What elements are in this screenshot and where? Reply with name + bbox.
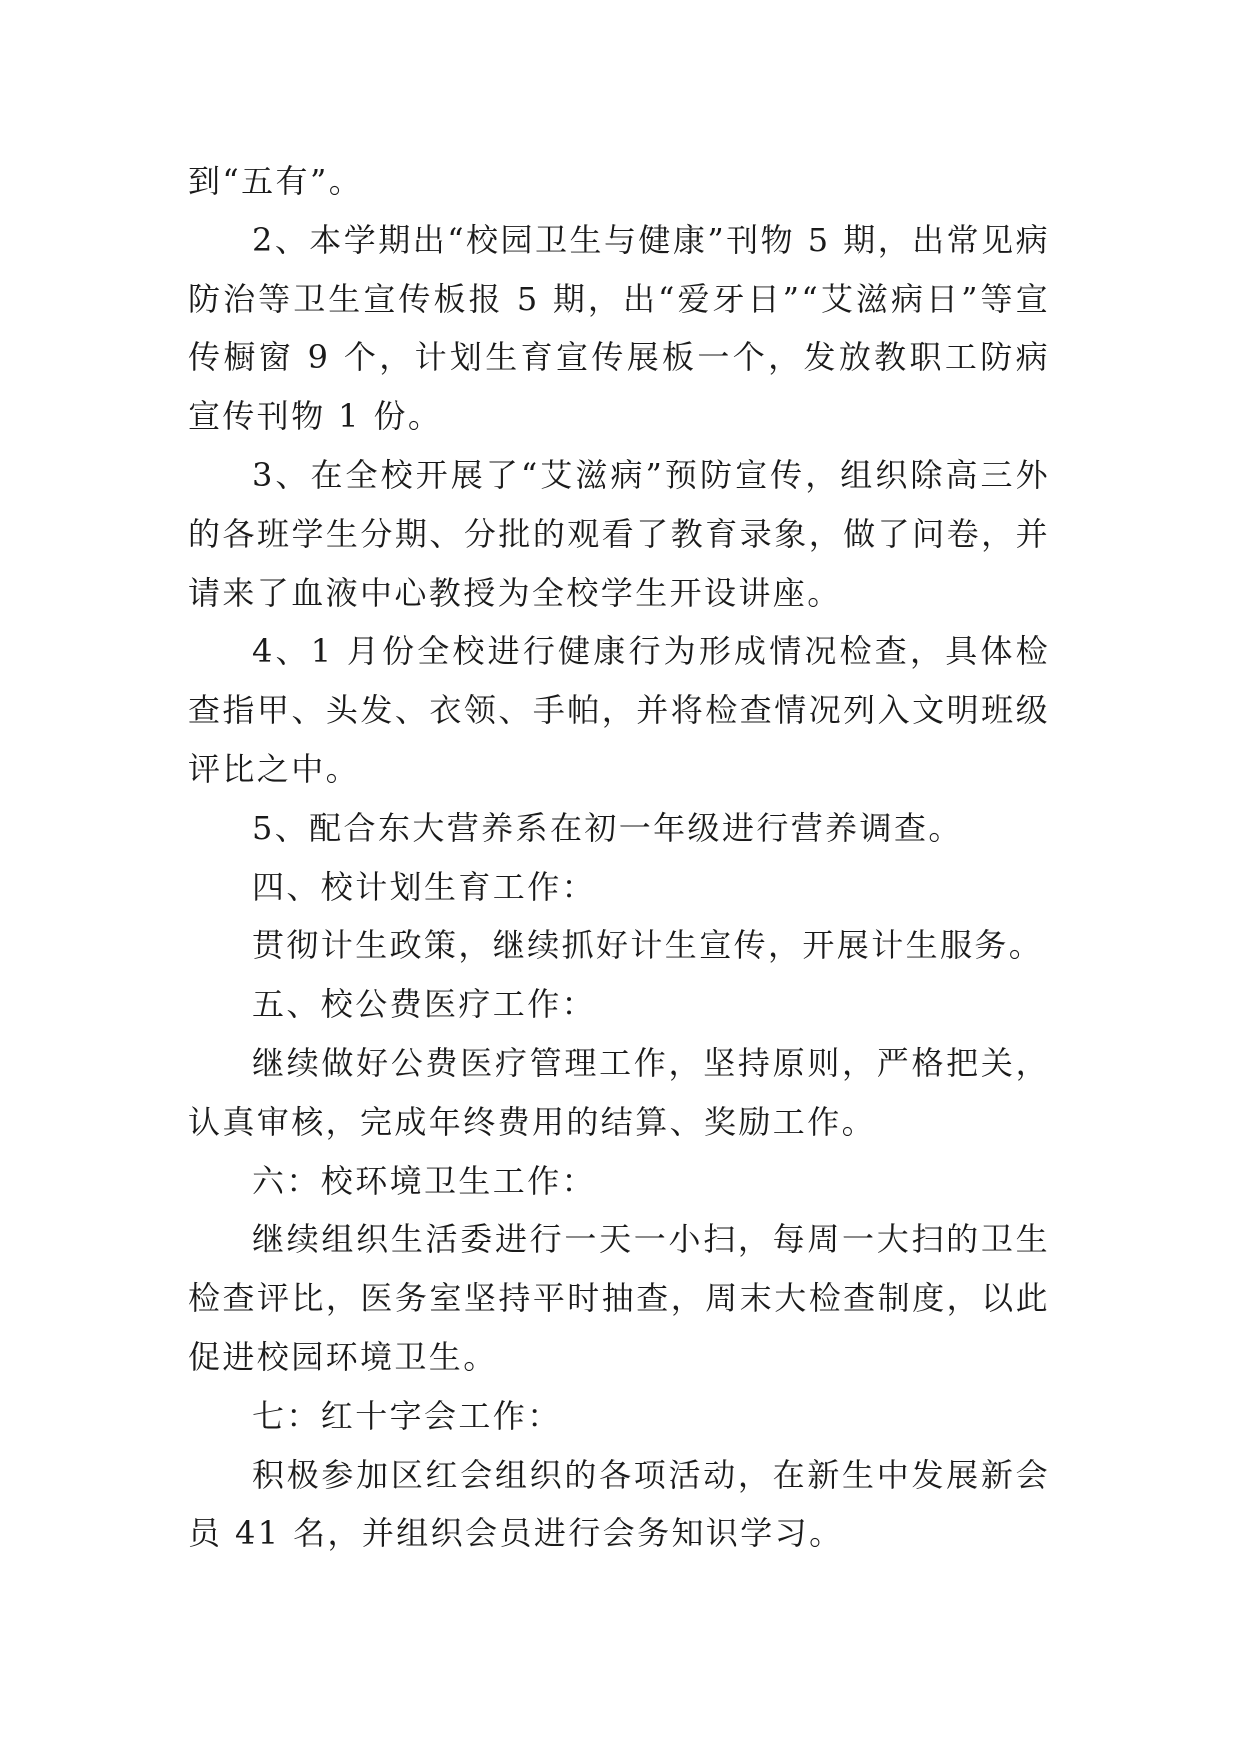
- paragraph-red-cross: 积极参加区红会组织的各项活动，在新生中发展新会员 41 名，并组织会员进行会务知识学习。: [188, 1455, 1050, 1553]
- section-heading-public-medical: 五、校公费医疗工作：: [252, 985, 597, 1024]
- document-body: [188, 152, 1050, 1563]
- paragraph-item-5: 5、配合东大营养系在初一年级进行营养调查。: [252, 808, 963, 847]
- section-heading-family-planning: 四、校计划生育工作：: [252, 867, 597, 906]
- paragraph-environment: 继续组织生活委进行一天一小扫，每周一大扫的卫生检查评比，医务室坚持平时抽查，周末大检查制度，以此促进校园环境卫生。: [188, 1220, 1050, 1376]
- paragraph-item-2: 2、本学期出“校园卫生与健康”刊物 5 期，出常见病防治等卫生宣传板报 5 期，出“爱牙日”“艾滋病日”等宣传橱窗 9 个，计划生育宣传展板一个，发放教职工防病宣传刊物 1 份。: [188, 220, 1050, 436]
- paragraph-item-4: 4、1 月份全校进行健康行为形成情况检查，具体检查指甲、头发、衣领、手帕，并将检查情况列入文明班级评比之中。: [188, 632, 1050, 788]
- section-heading-red-cross: 七：红十字会工作：: [252, 1396, 562, 1435]
- section-heading-environment: 六：校环境卫生工作：: [252, 1161, 597, 1200]
- paragraph-public-medical: 继续做好公费医疗管理工作，坚持原则，严格把关，认真审核，完成年终费用的结算、奖励工作。: [188, 1043, 1050, 1141]
- paragraph-family-planning: 贯彻计生政策，继续抓好计生宣传，开展计生服务。: [252, 926, 1044, 965]
- paragraph-item-3: 3、在全校开展了“艾滋病”预防宣传，组织除高三外的各班学生分期、分批的观看了教育录象，做了问卷，并请来了血液中心教授为全校学生开设讲座。: [188, 455, 1050, 612]
- paragraph-continuation: 到“五有”。: [188, 162, 364, 200]
